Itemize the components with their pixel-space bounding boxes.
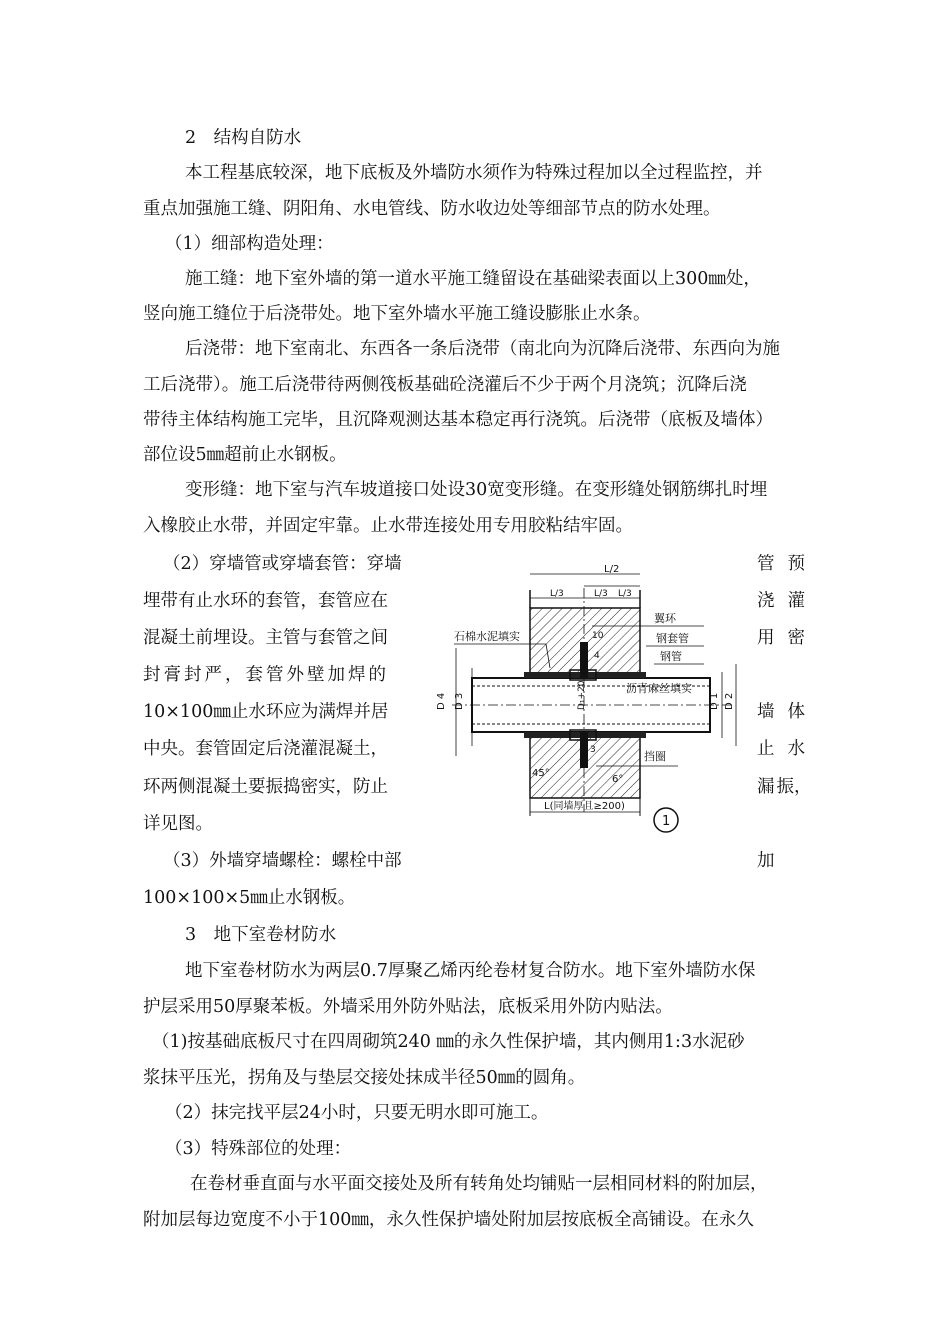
- pipe-left-line: 埋带有止水环的套管，套管应在: [143, 591, 388, 611]
- label-angle6: 6°: [612, 774, 624, 785]
- label-num10: 10: [592, 631, 604, 641]
- band-line4: 部位设5㎜超前止水钢板。: [143, 445, 347, 465]
- s3-p2-line2: 附加层每边宽度不小于100㎜，永久性保护墙处附加层按底板全高铺设。在永久: [143, 1210, 754, 1230]
- pipe-right-line: 墙 体: [757, 702, 805, 722]
- joint-line2: 竖向施工缝位于后浇带处。地下室外墙水平施工缝设膨胀止水条。: [143, 304, 651, 324]
- s3-item3: （3）特殊部位的处理：: [165, 1139, 352, 1159]
- pipe-left-line: 详见图。: [143, 814, 213, 834]
- pipe-right-line: 管 预: [757, 554, 805, 574]
- bolt-left: （3）外墙穿墙螺栓：螺栓中部: [163, 851, 402, 871]
- pipe-right-line: 止 水: [757, 739, 805, 759]
- intro-line2: 重点加强施工缝、阴阳角、水电管线、防水收边处等细部节点的防水处理。: [143, 199, 721, 219]
- pipe-right-line: 用 密: [757, 628, 805, 648]
- section2-heading: 2 结构自防水: [185, 128, 302, 148]
- s3-item1-line1: （1)按基础底板尺寸在四周砌筑240 ㎜的永久性保护墙，其内侧用1:3水泥砂: [152, 1032, 745, 1052]
- label-L3: L/3: [618, 589, 632, 599]
- wall-sleeve-detail-figure: [432, 560, 744, 842]
- label-D1: D 1: [709, 692, 720, 710]
- label-length: L(同墙厚且≥200): [544, 801, 625, 812]
- joint-line1: 施工缝：地下室外墙的第一道水平施工缝留设在基础梁表面以上300㎜处，: [185, 269, 761, 289]
- pipe-left-line: 环两侧混凝土要振捣密实，防止: [143, 777, 388, 797]
- bolt-right: 加: [757, 851, 775, 871]
- s3-p1-line1: 地下室卷材防水为两层0.7厚聚乙烯丙纶卷材复合防水。地下室外墙防水保: [185, 961, 756, 981]
- pipe-left-line: 混凝土前埋设。主管与套管之间: [143, 628, 388, 648]
- label-D2: D 2: [724, 692, 735, 710]
- intro-line1: 本工程基底较深，地下底板及外墙防水须作为特殊过程加以全过程监控，并: [185, 163, 763, 183]
- band-line2: 工后浇带）。施工后浇带待两侧筏板基础砼浇灌后不少于两个月浇筑；沉降后浇: [143, 375, 747, 395]
- s3-p1-line2: 护层采用50厚聚苯板。外墙采用外防外贴法，底板采用外防内贴法。: [143, 997, 673, 1017]
- label-L3: L/3: [550, 589, 564, 599]
- band-line3: 带待主体结构施工完毕，且沉降观测达基本稳定再行浇筑。后浇带（底板及墙体）: [143, 410, 773, 430]
- pipe-left-line: 10×100㎜止水环应为满焊并居: [143, 702, 389, 722]
- label-steel-sleeve: 钢套管: [656, 632, 689, 645]
- deform-line2: 入橡胶止水带，并固定牢靠。止水带连接处用专用胶粘结牢固。: [143, 516, 633, 536]
- detail-number: 1: [662, 814, 671, 829]
- label-wing-ring: 翼环: [654, 612, 676, 625]
- label-D4: D 4: [436, 692, 447, 710]
- label-asphalt: 沥青麻丝填实: [626, 682, 692, 695]
- pipe-left-line: 中央。套管固定后浇灌混凝土，: [143, 739, 388, 759]
- section3-heading: 3 地下室卷材防水: [185, 925, 337, 945]
- band-line1: 后浇带：地下室南北、东西各一条后浇带（南北向为沉降后浇带、东西向为施: [185, 339, 780, 359]
- pipe-right-line: 漏 振，: [757, 777, 812, 797]
- label-angle45: 45°: [532, 768, 550, 779]
- label-L2: L/2: [604, 564, 620, 575]
- sub1-title: （1）细部构造处理：: [165, 234, 334, 254]
- deform-line1: 变形缝：地下室与汽车坡道接口处设30宽变形缝。在变形缝处钢筋绑扎时埋: [185, 480, 768, 500]
- label-D1plus: D₁+20: [577, 680, 587, 710]
- label-steel-pipe: 钢管: [660, 650, 682, 663]
- pipe-right-line: 浇 灌: [757, 591, 805, 611]
- pipe-left-line: 封膏封严，套管外壁加焊的: [143, 665, 389, 685]
- s3-item2: （2）抹完找平层24小时，只要无明水即可施工。: [165, 1103, 549, 1123]
- bolt-line2: 100×100×5㎜止水钢板。: [143, 888, 356, 908]
- s3-item1-line2: 浆抹平压光，拐角及与垫层交接处抹成半径50㎜的圆角。: [143, 1068, 586, 1088]
- label-asbestos: 石棉水泥填实: [454, 630, 520, 643]
- label-D3: D 3: [454, 692, 465, 710]
- s3-p2-line1: 在卷材垂直面与水平面交接处及所有转角处均铺贴一层相同材料的附加层，: [190, 1174, 768, 1194]
- label-retainer: 挡圈: [644, 750, 666, 763]
- label-L3: L/3: [594, 589, 608, 599]
- label-num4: 4: [594, 651, 600, 661]
- pipe-left-line: （2）穿墙管或穿墙套管：穿墙: [163, 554, 402, 574]
- label-num3: 3: [590, 745, 596, 755]
